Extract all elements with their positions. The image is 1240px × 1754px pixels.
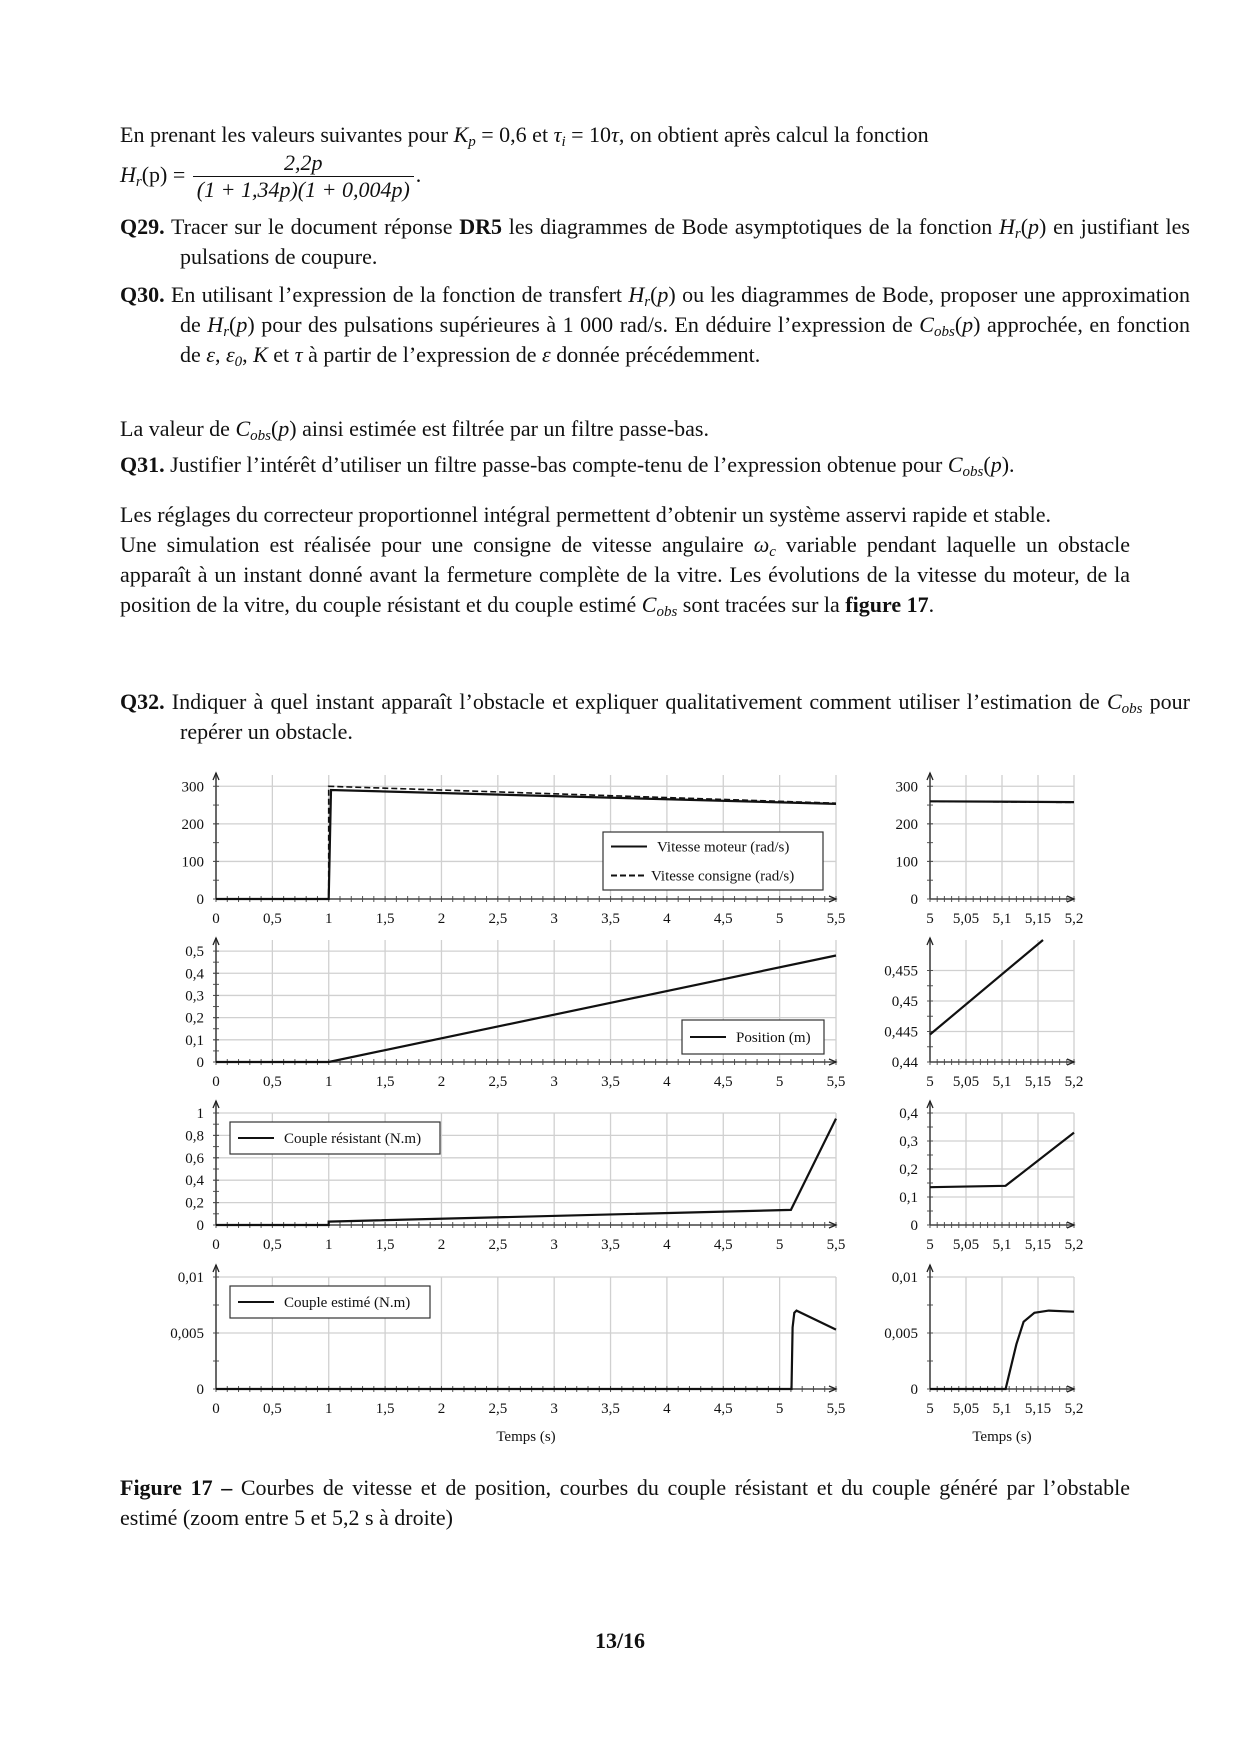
x-tick-label: 4: [663, 1401, 671, 1417]
x-tick-label: 2: [437, 1401, 446, 1417]
chart-estimated-torque: [170, 1265, 845, 1445]
x-tick-label: 0,5: [262, 1074, 282, 1090]
formula-numerator: 2,2p: [193, 150, 414, 177]
x-tick-label: 4,5: [713, 1074, 733, 1090]
x-tick-label: 5: [775, 1074, 784, 1090]
math-subscript: obs: [933, 324, 955, 340]
formula-denominator: (1 + 1,34p)(1 + 0,004p): [196, 177, 410, 202]
x-tick-label: 5,1: [992, 1074, 1012, 1090]
x-tick-label: 5,2: [1064, 1074, 1084, 1090]
rich-text: La valeur de $C_{obs}(p)$ ainsi estimée est filtrée par un filtre passe-bas.: [120, 416, 709, 444]
x-tick-label: 5,5: [826, 911, 846, 927]
x-tick-label: 1,5: [375, 1074, 395, 1090]
formula-lhs: (p) =: [141, 161, 186, 187]
figure-caption: [120, 1473, 1130, 1533]
y-tick-label: 0,005: [884, 1326, 918, 1342]
y-tick-label: 0,5: [185, 944, 204, 961]
math-symbol: C: [235, 416, 251, 441]
math-symbol: τ: [294, 342, 303, 367]
x-tick-label: 3: [550, 1074, 558, 1090]
x-tick-label: 4,5: [713, 911, 733, 927]
math-symbol: H: [998, 214, 1015, 239]
x-tick-label: 3,5: [601, 1237, 620, 1253]
x-tick-label: 5,2: [1064, 1401, 1084, 1417]
x-tick-label: 2: [437, 911, 446, 927]
y-tick-label: 0,44: [891, 1055, 918, 1071]
x-tick-label: 5,1: [992, 1237, 1012, 1253]
chart-legend: [682, 1020, 824, 1054]
y-tick-label: 0,4: [185, 1173, 204, 1190]
x-tick-label: 3: [550, 911, 558, 927]
x-tick-label: 0: [212, 911, 220, 927]
x-tick-label: 5,05: [952, 1237, 980, 1253]
x-tick-label: 1,5: [375, 1401, 395, 1417]
y-tick-label: 0,005: [170, 1326, 204, 1342]
x-tick-label: 5,15: [1024, 1237, 1052, 1253]
x-tick-label: 4,5: [713, 1237, 733, 1253]
math-symbol: ε: [206, 342, 215, 367]
x-tick-label: 1,5: [375, 911, 395, 927]
y-tick-label: 0: [910, 1218, 918, 1234]
math-symbol: ε: [542, 342, 551, 367]
bold-text: Q32.: [120, 689, 165, 714]
y-tick-label: 0,3: [185, 988, 204, 1005]
y-tick-label: 0: [196, 1218, 204, 1234]
x-tick-label: 5,2: [1064, 1237, 1084, 1253]
y-tick-label: 0,4: [185, 966, 204, 983]
x-tick-label: 5,05: [952, 1401, 980, 1417]
y-tick-label: 0,01: [891, 1270, 918, 1286]
y-tick-label: 200: [895, 816, 918, 833]
x-tick-label: 5: [926, 1237, 934, 1253]
y-tick-label: 0,45: [891, 994, 918, 1010]
chart-resisting-torque: [185, 1101, 845, 1253]
x-tick-label: 4,5: [713, 1401, 733, 1417]
x-tick-label: 5: [926, 911, 934, 927]
x-tick-label: 3,5: [601, 911, 620, 927]
legend-label: Vitesse consigne (rad/s): [651, 868, 795, 885]
x-tick-label: 3: [550, 1401, 558, 1417]
x-tick-label: 4: [663, 911, 671, 927]
x-tick-label: 4: [663, 1074, 671, 1090]
bold-text: Q30.: [120, 282, 165, 307]
y-tick-label: 0,1: [899, 1190, 918, 1206]
math-symbol: K: [453, 122, 469, 147]
y-tick-label: 0: [910, 892, 918, 908]
x-tick-label: 3: [550, 1237, 558, 1253]
y-tick-label: 100: [895, 854, 918, 871]
y-tick-label: 0,1: [185, 1032, 204, 1049]
bold-text: Q31.: [120, 452, 165, 477]
y-tick-label: 0,4: [899, 1106, 918, 1122]
bold-text: DR5: [459, 214, 503, 239]
x-tick-label: 3,5: [601, 1074, 620, 1090]
math-symbol: H: [628, 282, 645, 307]
math-subscript: p: [468, 134, 476, 150]
math-subscript: obs: [250, 428, 271, 444]
x-tick-label: 0,5: [262, 911, 282, 927]
math-symbol: p: [962, 312, 974, 337]
x-tick-label: 5,1: [992, 1401, 1012, 1417]
math-subscript: obs: [656, 604, 678, 620]
chart-legend: [230, 1122, 440, 1154]
y-tick-label: 0,6: [185, 1150, 204, 1167]
legend-label: Vitesse moteur (rad/s): [657, 839, 790, 856]
formula-end: .: [415, 161, 422, 187]
chart-speed: [182, 773, 846, 927]
math-subscript: r: [1014, 226, 1021, 242]
math-symbol: p: [236, 312, 248, 337]
math-symbol: C: [919, 312, 934, 337]
math-symbol: τ: [611, 122, 619, 147]
math-symbol: C: [641, 592, 657, 617]
rich-text: Figure 17 – Courbes de vitesse et de position, courbes du couple résistant et du couple généré par l’obstable estimé (zoom entre 5 et 5,2 s à droite): [120, 1475, 1130, 1530]
x-tick-label: 1: [324, 911, 333, 927]
x-tick-label: 5,05: [952, 911, 980, 927]
x-tick-label: 0: [212, 1237, 220, 1253]
x-axis-title: Temps (s): [496, 1429, 556, 1445]
x-tick-label: 4: [663, 1237, 671, 1253]
y-tick-label: 1: [196, 1106, 204, 1122]
math-subscript: 0: [234, 354, 243, 370]
chart-legend: [230, 1286, 430, 1318]
x-tick-label: 2: [437, 1237, 446, 1253]
bold-text: Q29.: [120, 214, 165, 239]
math-subscript: i: [561, 134, 566, 150]
rich-text: Q29. Tracer sur le document réponse DR5 les diagrammes de Bode asymptotiques de la fonction $H_r(p)$ en justifiant les pulsations de coupure.: [120, 214, 1190, 269]
rich-text: Les réglages du correcteur proportionnel intégral permettent d’obtenir un système asservi rapide et stable.: [120, 502, 1051, 527]
x-tick-label: 0,5: [262, 1237, 282, 1253]
math-symbol: C: [947, 452, 963, 477]
y-tick-label: 0: [910, 1382, 918, 1398]
bold-text: figure 17: [845, 592, 929, 617]
y-tick-label: 0,455: [884, 963, 918, 980]
y-tick-label: 0,3: [899, 1134, 918, 1150]
y-tick-label: 0: [196, 892, 204, 908]
legend-label: Couple estimé (N.m): [284, 1295, 411, 1311]
legend-label: Couple résistant (N.m): [284, 1131, 422, 1147]
x-tick-label: 5,2: [1064, 911, 1084, 927]
math-symbol: ε: [225, 342, 235, 367]
y-tick-label: 0,8: [185, 1128, 204, 1145]
x-tick-label: 2,5: [488, 1074, 508, 1090]
math-symbol: p: [657, 282, 669, 307]
x-tick-label: 1: [324, 1074, 333, 1090]
x-tick-label: 5,1: [992, 911, 1012, 927]
math-symbol: ω: [753, 532, 770, 557]
math-subscript: c: [769, 544, 776, 560]
formula-sub: r: [135, 173, 142, 190]
x-tick-label: 2,5: [488, 1237, 508, 1253]
rich-text: Q30. En utilisant l’expression de la fonction de transfert $H_r(p)$ ou les diagrammes de Bode, proposer une approximation de $H_r(p)$ pour des pulsations supérieures à 1 000 rad/s. En déduire l’expression de $C_{obs}(p)$ approchée, en fonction de ε, $\varepsilon_0$, K et τ à partir de l’expression de ε donnée précédemment.: [120, 282, 1191, 370]
rich-text: Q32. Indiquer à quel instant apparaît l’obstacle et expliquer qualitativement comment utiliser l’estimation de $C_{obs}$ pour repérer un obstacle.: [120, 689, 1191, 744]
x-tick-label: 0,5: [262, 1401, 282, 1417]
x-tick-label: 5,15: [1024, 1401, 1052, 1417]
series-line-main: [216, 1311, 836, 1389]
y-tick-label: 0: [196, 1055, 204, 1071]
x-tick-label: 1: [324, 1237, 333, 1253]
x-tick-label: 5,5: [826, 1074, 846, 1090]
x-tick-label: 5,05: [952, 1074, 980, 1090]
chart-position-zoom: [884, 938, 1083, 1090]
rich-text: En prenant les valeurs suivantes pour $K_p = 0,6$ et $\tau_i = 10\tau$, on obtient après calcul la fonction: [120, 122, 929, 150]
x-tick-label: 5,5: [826, 1237, 846, 1253]
y-tick-label: 0: [196, 1382, 204, 1398]
legend-label: Position (m): [736, 1030, 811, 1046]
series-line-main: [930, 940, 1043, 1035]
chart-position: [185, 938, 845, 1090]
y-tick-label: 0,2: [185, 1195, 204, 1212]
y-tick-label: 300: [181, 779, 204, 796]
x-tick-label: 1: [324, 1401, 333, 1417]
math-symbol: H: [207, 312, 224, 337]
math-subscript: r: [644, 294, 651, 310]
x-tick-label: 5: [775, 1401, 784, 1417]
x-tick-label: 5: [775, 911, 784, 927]
x-tick-label: 2,5: [488, 911, 508, 927]
x-tick-label: 3,5: [601, 1401, 620, 1417]
x-tick-label: 2: [437, 1074, 446, 1090]
chart-speed-zoom: [896, 773, 1084, 927]
x-tick-label: 5,5: [826, 1401, 846, 1417]
page-number: 13/16: [594, 1628, 646, 1653]
math-symbol: p: [990, 452, 1002, 477]
y-tick-label: 0,2: [899, 1162, 918, 1178]
x-tick-label: 5: [926, 1401, 934, 1417]
x-tick-label: 5: [926, 1074, 934, 1090]
x-axis-title: Temps (s): [972, 1429, 1032, 1445]
math-subscript: r: [223, 324, 230, 340]
x-tick-label: 0: [212, 1401, 220, 1417]
y-tick-label: 300: [895, 779, 918, 796]
y-tick-label: 200: [181, 816, 204, 833]
math-symbol: p: [1028, 214, 1040, 239]
x-tick-label: 2,5: [488, 1401, 508, 1417]
bold-text: Figure 17 –: [120, 1475, 233, 1500]
math-symbol: p: [278, 416, 290, 441]
chart-resisting-torque-zoom: [899, 1101, 1083, 1253]
formula-h: H: [120, 161, 136, 187]
rich-text: Une simulation est réalisée pour une consigne de vitesse angulaire $\omega_c$ variable pendant laquelle un obstacle apparaît à un instant donné avant la fermeture complète de la vitre. Les évolutions de la vitesse du moteur, de la position de la vitre, du couple résistant et du couple estimé $C_{obs}$ sont tracées sur la figure 17.: [120, 532, 1130, 620]
math-subscript: obs: [962, 464, 984, 480]
chart-legend: [603, 832, 823, 890]
y-tick-label: 0,01: [177, 1270, 204, 1286]
y-tick-label: 0,445: [884, 1024, 918, 1041]
x-tick-label: 5: [775, 1237, 784, 1253]
x-tick-label: 5,15: [1024, 911, 1052, 927]
math-symbol: C: [1106, 689, 1122, 714]
y-tick-label: 100: [181, 854, 204, 871]
rich-text: Q31. Justifier l’intérêt d’utiliser un filtre passe-bas compte-tenu de l’expression obtenue pour $C_{obs}(p)$.: [120, 452, 1015, 480]
x-tick-label: 0: [212, 1074, 220, 1090]
x-tick-label: 5,15: [1024, 1074, 1052, 1090]
math-symbol: τ: [553, 122, 562, 147]
y-tick-label: 0,2: [185, 1010, 204, 1027]
x-tick-label: 1,5: [375, 1237, 395, 1253]
math-subscript: obs: [1121, 701, 1143, 717]
math-symbol: K: [253, 342, 268, 367]
chart-estimated-torque-zoom: [884, 1265, 1083, 1445]
